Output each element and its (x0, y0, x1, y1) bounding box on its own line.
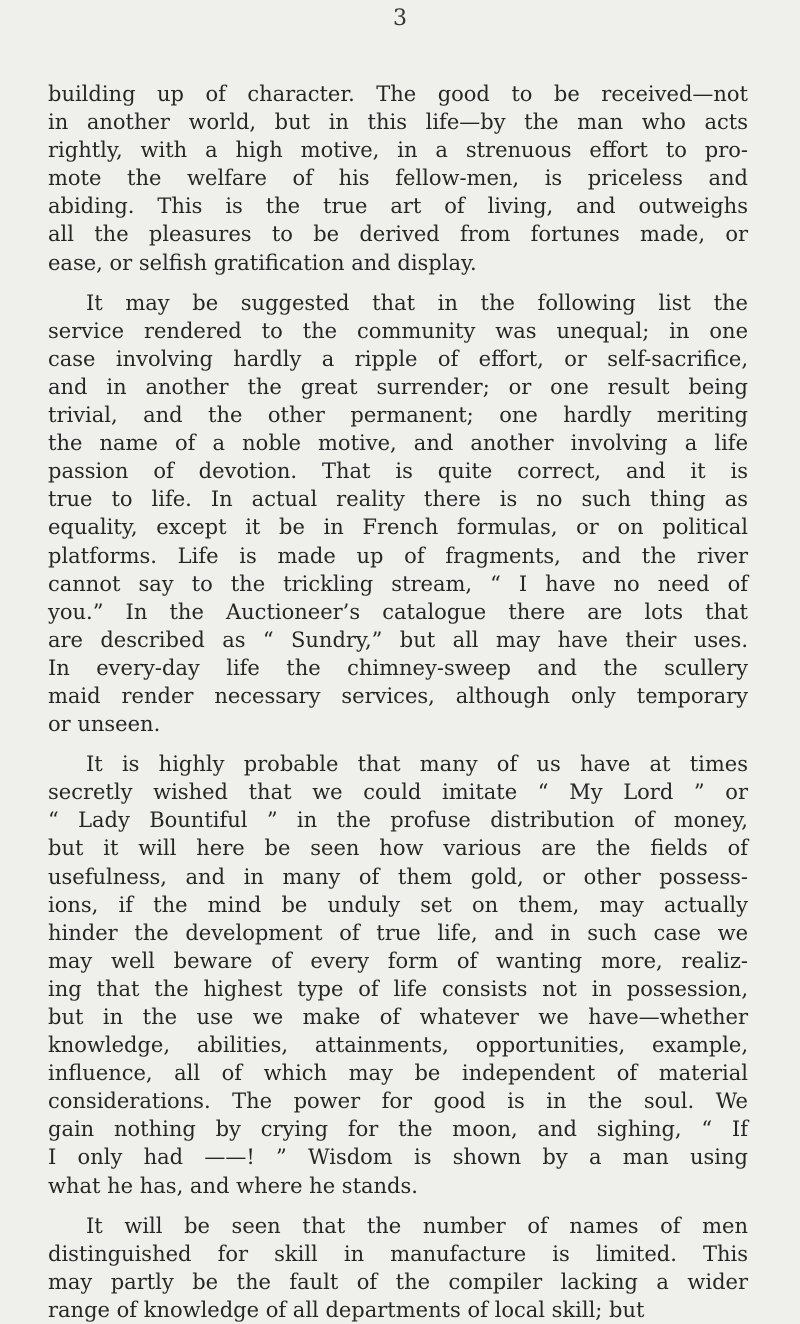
text-line: hinder the development of true life, and in such case we (48, 920, 748, 945)
text-line: influence, all of which may be independent of material (48, 1061, 748, 1086)
text-line: abiding. This is the true art of living, and outweighs (48, 194, 748, 219)
text-line: ions, if the mind be unduly set on them, may actually (48, 892, 748, 917)
text-line: “ Lady Bountiful ” in the profuse distribution of money, (48, 808, 748, 833)
text-line: are described as “ Sundry,” but all may have their uses. (48, 627, 748, 652)
text-line: but in the use we make of whatever we have—whether (48, 1005, 748, 1029)
paragraph-gap (48, 738, 748, 750)
text-line: secretly wished that we could imitate “ My Lord ” or (48, 780, 748, 805)
text-line: or unseen. (48, 712, 161, 737)
text-line: but it will here be seen how various are the fields of (48, 836, 748, 861)
text-line: building up of character. The good to be received—not (48, 82, 748, 106)
text-line: It will be seen that the number of names of men (86, 1213, 748, 1238)
text-line: I only had ——! ” Wisdom is shown by a man using (48, 1145, 748, 1170)
text-line: equality, except it be in French formulas, or on political (48, 515, 748, 540)
text-line: and in another the great surrender; or one result being (48, 374, 748, 399)
text-line: ing that the highest type of life consists not in possession, (48, 976, 748, 1001)
paragraph (48, 750, 748, 1200)
text-line: passion of devotion. That is quite correct, and it is (48, 459, 748, 484)
text-line: service rendered to the community was unequal; in one (48, 318, 748, 343)
text-line: mote the welfare of his fellow-men, is priceless and (48, 166, 748, 191)
text-line: true to life. In actual reality there is no such thing as (48, 487, 748, 512)
text-line: the name of a noble motive, and another involving a life (48, 431, 748, 456)
text-line: gain nothing by crying for the moon, and sighing, “ If (48, 1117, 748, 1142)
text-line: platforms. Life is made up of fragments, and the river (48, 543, 748, 568)
text-line: what he has, and where he stands. (48, 1173, 418, 1198)
text-line: considerations. The power for good is in the soul. We (48, 1089, 748, 1114)
text-line: In every-day life the chimney-sweep and the scullery (48, 655, 748, 680)
paragraph (48, 289, 748, 739)
text-line: trivial, and the other permanent; one hardly meriting (48, 403, 748, 428)
text-line: case involving hardly a ripple of effort, or self-sacrifice, (48, 346, 748, 371)
text-line: in another world, but in this life—by the man who acts (48, 110, 748, 135)
paragraph (48, 80, 748, 277)
text-line: all the pleasures to be derived from fortunes made, or (48, 222, 748, 247)
paragraph-gap (48, 1200, 748, 1212)
text-line: range of knowledge of all departments of local skill; but (48, 1297, 645, 1322)
page-number: 3 (393, 6, 407, 31)
paragraph-gap (48, 277, 748, 289)
text-line: distinguished for skill in manufacture is limited. This (48, 1241, 748, 1266)
text-line: usefulness, and in many of them gold, or other possess- (48, 864, 748, 889)
text-line: maid render necessary services, although only temporary (48, 683, 748, 708)
text-line: you.” In the Auctioneer’s catalogue there are lots that (48, 599, 748, 624)
text-line: It is highly probable that many of us have at times (86, 752, 748, 777)
text-line: ease, or selfish gratification and display. (48, 250, 477, 275)
paragraph (48, 1212, 748, 1324)
body-text (48, 80, 748, 1324)
text-line: knowledge, abilities, attainments, opportunities, example, (48, 1033, 748, 1058)
text-line: may partly be the fault of the compiler lacking a wider (48, 1269, 748, 1294)
text-line: rightly, with a high motive, in a strenuous effort to pro- (48, 138, 748, 163)
text-line: may well beware of every form of wanting more, realiz- (48, 948, 748, 973)
text-line: cannot say to the trickling stream, “ I have no need of (48, 571, 748, 596)
text-line: It may be suggested that in the following list the (86, 290, 748, 315)
